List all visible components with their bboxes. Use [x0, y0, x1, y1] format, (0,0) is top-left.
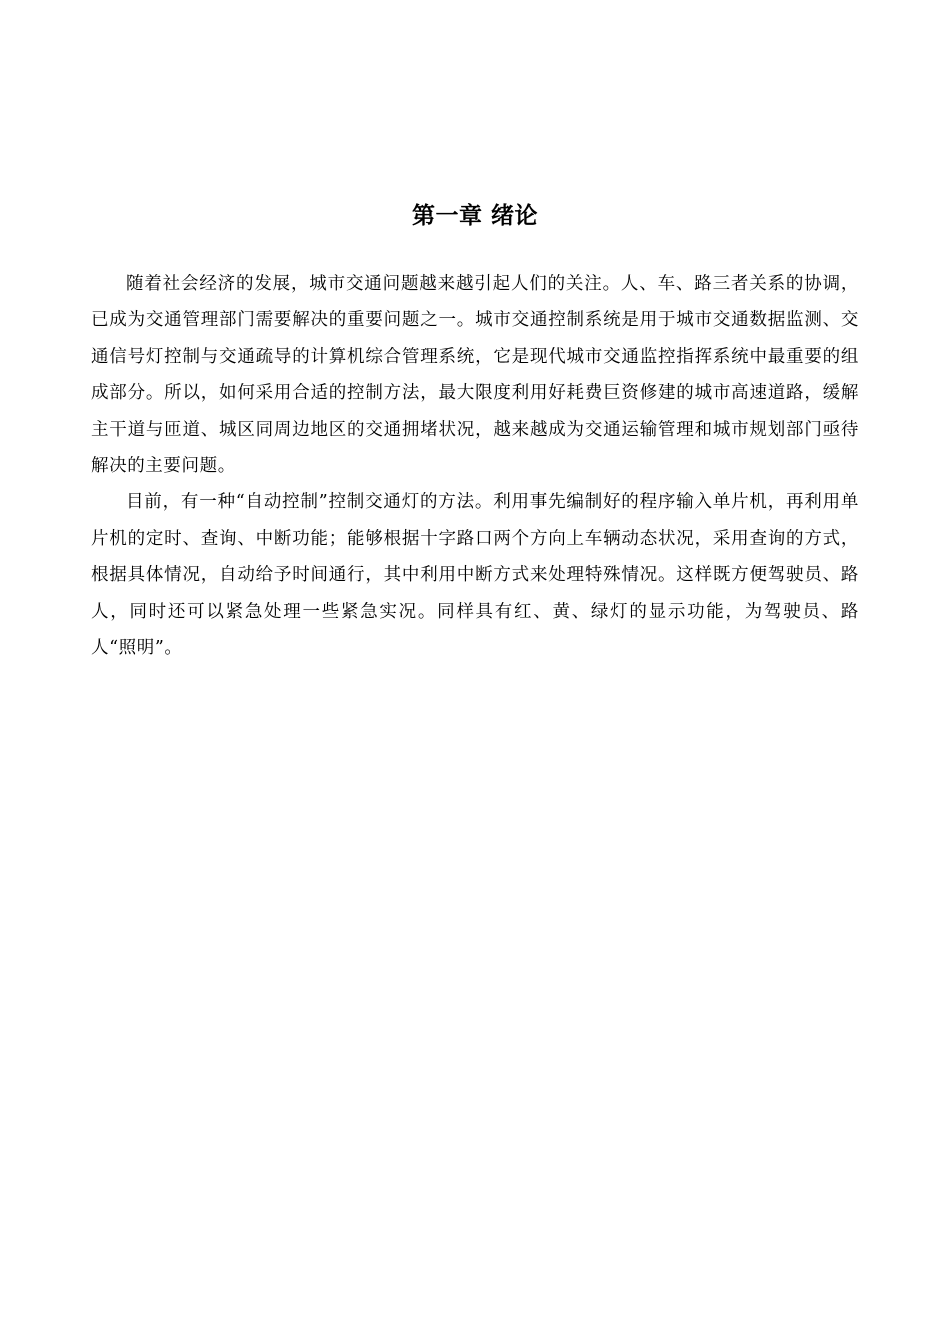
chapter-body	[91, 266, 859, 666]
chapter-title: 第一章 绪论	[411, 203, 538, 229]
paragraph-1: 随着社会经济的发展，城市交通问题越来越引起人们的关注。人、车、路三者关系的协调，已成为交通管理部门需要解决的重要问题之一。城市交通控制系统是用于城市交通数据监测、交通信号灯控制与交通疏导的计算机综合管理系统，它是现代城市交通监控指挥系统中最重要的组成部分。所以，如何采用合适的控制方法，最大限度利用好耗费巨资修建的城市高速道路，缓解主干道与匝道、城区同周边地区的交通拥堵状况，越来越成为交通运输管理和城市规划部门亟待解决的主要问题。	[91, 274, 859, 477]
paragraph-2: 目前，有一种“自动控制”控制交通灯的方法。利用事先编制好的程序输入单片机，再利用单片机的定时、查询、中断功能；能够根据十字路口两个方向上车辆动态状况，采用查询的方式，根据具体情况，自动给予时间通行，其中利用中断方式来处理特殊情况。这样既方便驾驶员、路人，同时还可以紧急处理一些紧急实况。同样具有红、黄、绿灯的显示功能，为驾驶员、路人“照明”。	[91, 492, 859, 659]
